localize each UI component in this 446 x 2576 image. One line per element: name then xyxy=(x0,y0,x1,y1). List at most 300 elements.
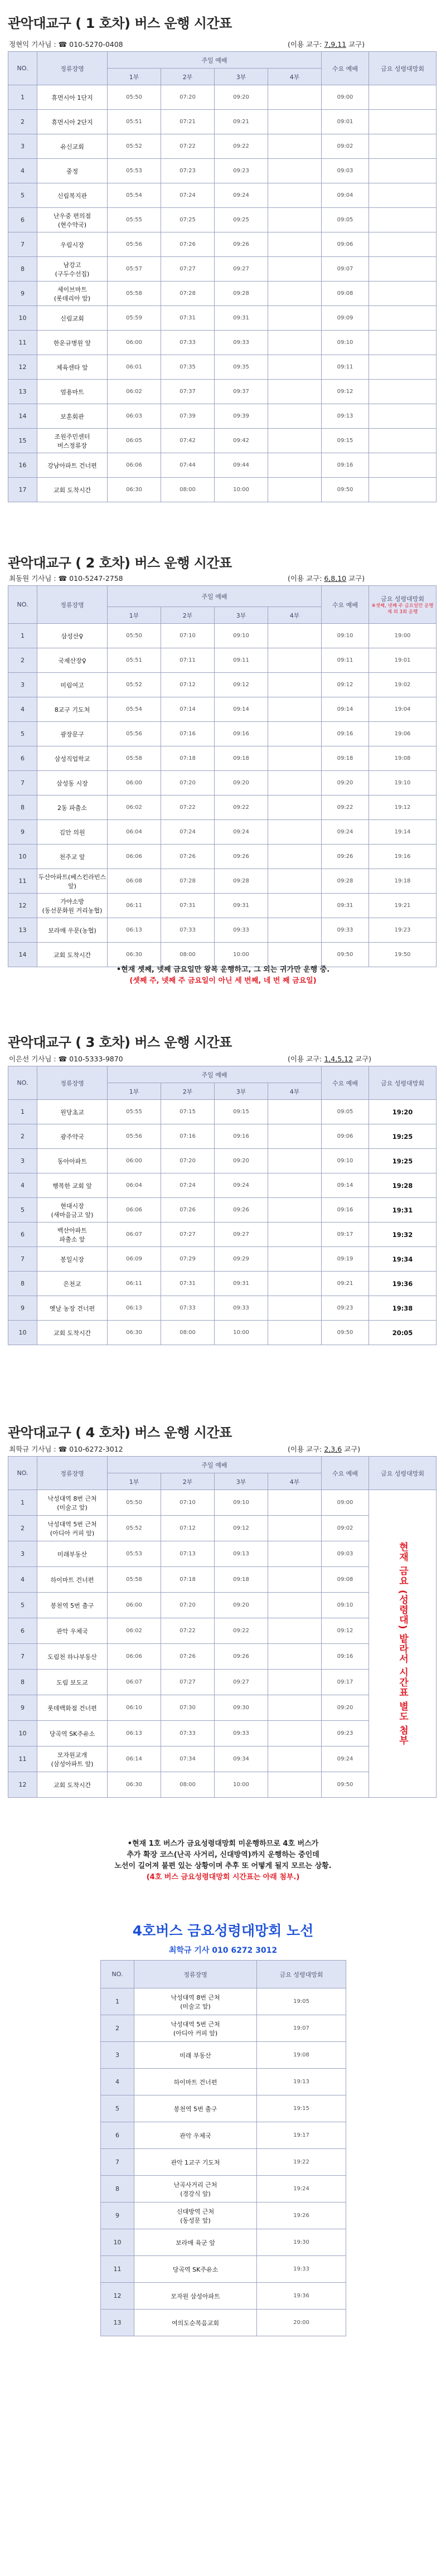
wednesday-time: 09:02 xyxy=(322,1516,369,1541)
service-2-time: 07:33 xyxy=(161,918,215,943)
table-row xyxy=(8,1149,437,1173)
service-3-time: 09:23 xyxy=(215,159,268,183)
bus1-title: 관악대교구 ( 1 호차) 버스 운행 시간표 xyxy=(8,16,232,31)
stop-name: 광장문구 xyxy=(37,722,108,746)
row-number: 5 xyxy=(8,183,37,208)
row-number: 1 xyxy=(8,85,37,110)
friday-time: 19:07 xyxy=(257,2015,346,2042)
friday-time: 19:05 xyxy=(257,1988,346,2015)
service-1-time: 05:55 xyxy=(108,1100,161,1124)
bus2-title: 관악대교구 ( 2 호차) 버스 운행 시간표 xyxy=(8,555,232,571)
bus2-rows xyxy=(8,624,437,967)
header-service-2: 2부 xyxy=(161,1083,215,1100)
service-4-time xyxy=(268,1541,322,1567)
service-3-time: 09:25 xyxy=(215,208,268,232)
row-number: 7 xyxy=(8,232,37,257)
service-3-time: 09:24 xyxy=(215,1173,268,1198)
service-3-time: 09:31 xyxy=(215,306,268,331)
row-number: 8 xyxy=(8,1670,37,1695)
service-3-time: 09:18 xyxy=(215,746,268,771)
period-suffix: 교구) xyxy=(353,1055,372,1063)
stop-name: 교회 도착시간 xyxy=(37,478,108,502)
stop-name: 관악 1교구 기도처 xyxy=(134,2149,257,2176)
wednesday-time: 09:24 xyxy=(322,1747,369,1772)
wednesday-time: 09:21 xyxy=(322,1272,369,1296)
friday-time: 19:10 xyxy=(369,771,437,795)
table-row xyxy=(101,2122,346,2149)
service-4-time xyxy=(268,1644,322,1670)
service-2-time: 07:24 xyxy=(161,1173,215,1198)
bus2-driver: 최동원 기사님 : ☎ 010-5247-2758 xyxy=(9,574,123,583)
stop-name: 8교구 기도처 xyxy=(37,697,108,722)
service-2-time: 07:27 xyxy=(161,257,215,282)
service-1-time: 06:30 xyxy=(108,478,161,502)
row-number: 8 xyxy=(8,795,37,820)
friday-label: 금요 성령대망회 xyxy=(381,595,424,603)
table-row xyxy=(8,183,437,208)
row-number: 7 xyxy=(101,2149,134,2176)
stop-name: 엄용마트 xyxy=(37,380,108,404)
row-number: 7 xyxy=(8,1247,37,1272)
wednesday-time: 09:01 xyxy=(322,110,369,134)
service-3-time: 09:14 xyxy=(215,697,268,722)
service-3-time: 09:24 xyxy=(215,183,268,208)
stop-name: 광주약국 xyxy=(37,1124,108,1149)
wednesday-time: 09:10 xyxy=(322,1149,369,1173)
service-1-time: 05:51 xyxy=(108,110,161,134)
service-2-time: 07:29 xyxy=(161,1247,215,1272)
service-2-time: 07:27 xyxy=(161,1670,215,1695)
stop-name: 가야소방 (동선문화원 거리농협) xyxy=(37,894,108,918)
service-3-time: 09:30 xyxy=(215,1695,268,1721)
table-row xyxy=(8,159,437,183)
service-2-time: 07:31 xyxy=(161,1272,215,1296)
table-row xyxy=(101,2203,346,2229)
row-number: 1 xyxy=(8,1490,37,1516)
table-row xyxy=(101,2069,346,2095)
service-3-time: 09:20 xyxy=(215,85,268,110)
table-row xyxy=(101,2229,346,2256)
service-1-time: 06:09 xyxy=(108,1247,161,1272)
service-2-time: 07:31 xyxy=(161,894,215,918)
service-4-time xyxy=(268,624,322,648)
stop-name: 휴먼시아 1단지 xyxy=(37,85,108,110)
friday-time: 19:01 xyxy=(369,648,437,673)
row-number: 3 xyxy=(8,1149,37,1173)
stop-name: 옛날 농장 건너편 xyxy=(37,1296,108,1321)
service-4-time xyxy=(268,1149,322,1173)
service-2-time: 07:35 xyxy=(161,355,215,380)
friday-time xyxy=(369,183,437,208)
bus2-note xyxy=(0,964,446,987)
table-row xyxy=(8,404,437,429)
table-row xyxy=(101,2256,346,2283)
friday-time: 20:05 xyxy=(369,1321,437,1345)
friday-time: 19:02 xyxy=(369,673,437,697)
service-3-time: 09:26 xyxy=(215,1644,268,1670)
friday-time: 19:08 xyxy=(257,2042,346,2069)
service-3-time: 10:00 xyxy=(215,478,268,502)
period-label: (이용 교구: xyxy=(288,1055,324,1063)
header-service-4: 4부 xyxy=(268,69,322,85)
service-1-time: 05:59 xyxy=(108,306,161,331)
service-2-time: 07:33 xyxy=(161,1296,215,1321)
row-number: 10 xyxy=(8,1321,37,1345)
bus2-table xyxy=(8,585,437,967)
service-2-time: 07:11 xyxy=(161,648,215,673)
row-number: 5 xyxy=(8,1593,37,1618)
stop-name: 두산아파트(베스킨라빈스앞) xyxy=(37,869,108,894)
service-3-time: 09:20 xyxy=(215,771,268,795)
service-4-time xyxy=(268,1321,322,1345)
table-row xyxy=(101,2176,346,2203)
service-1-time: 06:04 xyxy=(108,1173,161,1198)
header-stop: 정류장명 xyxy=(37,52,108,85)
header-sunday: 주일 예배 xyxy=(108,1457,322,1473)
period-suffix: 교구) xyxy=(342,1445,361,1453)
row-number: 2 xyxy=(8,1516,37,1541)
service-4-time xyxy=(268,697,322,722)
wednesday-time: 09:06 xyxy=(322,232,369,257)
stop-name: 삼성동 시장 xyxy=(37,771,108,795)
service-3-time: 09:21 xyxy=(215,110,268,134)
row-number: 2 xyxy=(101,2015,134,2042)
stop-name: 우림시장 xyxy=(37,232,108,257)
header-sunday: 주일 예배 xyxy=(108,586,322,607)
service-4-time xyxy=(268,282,322,306)
friday-time: 19:16 xyxy=(369,845,437,869)
service-3-time: 09:44 xyxy=(215,453,268,478)
bus4-driver: 최학규 기사님 : ☎ 010-6272-3012 xyxy=(9,1445,123,1453)
bus1-driver: 정현익 기사님 : ☎ 010-5270-0408 xyxy=(9,40,123,48)
service-1-time: 05:56 xyxy=(108,722,161,746)
service-2-time: 07:18 xyxy=(161,1567,215,1593)
stop-name: 백산아파트 파출소 앞 xyxy=(37,1222,108,1247)
wednesday-time: 09:07 xyxy=(322,257,369,282)
bus4-note-line2: 추가 확장 코스(난곡 사거리, 신대방역)까지 운행하는 중인데 xyxy=(127,1851,319,1859)
friday-time: 19:32 xyxy=(369,1222,437,1247)
bus3-driver-info xyxy=(9,1054,372,1064)
service-1-time: 05:50 xyxy=(108,85,161,110)
service-3-time: 09:22 xyxy=(215,134,268,159)
service-4-time xyxy=(268,355,322,380)
bus2-period xyxy=(288,573,365,583)
header-friday: 금요 성령대망회 xyxy=(369,52,437,85)
service-4-time xyxy=(268,1124,322,1149)
bus1-table xyxy=(8,51,437,502)
header-service-3: 3부 xyxy=(215,1473,268,1490)
service-1-time: 06:06 xyxy=(108,1644,161,1670)
stop-name: 신림교회 xyxy=(37,306,108,331)
wednesday-time: 09:33 xyxy=(322,918,369,943)
table-row xyxy=(8,1198,437,1222)
row-number: 2 xyxy=(8,648,37,673)
stop-name: 난곡사거리 근처 (경강식 앞) xyxy=(134,2176,257,2203)
service-4-time xyxy=(268,429,322,453)
table-row xyxy=(8,282,437,306)
service-3-time: 09:26 xyxy=(215,845,268,869)
wednesday-time: 09:12 xyxy=(322,1618,369,1644)
friday-time xyxy=(369,232,437,257)
friday-time: 19:12 xyxy=(369,795,437,820)
service-4-time xyxy=(268,159,322,183)
service-2-time: 07:44 xyxy=(161,453,215,478)
service-1-time: 06:13 xyxy=(108,1721,161,1747)
table-row xyxy=(8,746,437,771)
service-2-time: 07:22 xyxy=(161,134,215,159)
stop-name: 국제산장♀ xyxy=(37,648,108,673)
table-row xyxy=(8,478,437,502)
fri4-header-time: 금요 성령대망회 xyxy=(257,1961,346,1988)
service-4-time xyxy=(268,404,322,429)
table-row xyxy=(8,1247,437,1272)
header-sunday: 주일 예배 xyxy=(108,1066,322,1083)
row-number: 4 xyxy=(101,2069,134,2095)
wednesday-time: 09:14 xyxy=(322,1173,369,1198)
wednesday-time: 09:20 xyxy=(322,771,369,795)
service-2-time: 07:23 xyxy=(161,159,215,183)
wednesday-time: 09:06 xyxy=(322,1124,369,1149)
service-1-time: 06:00 xyxy=(108,1593,161,1618)
header-no: NO. xyxy=(8,52,37,85)
service-1-time: 05:54 xyxy=(108,183,161,208)
row-number: 1 xyxy=(8,624,37,648)
service-4-time xyxy=(268,795,322,820)
row-number: 12 xyxy=(101,2283,134,2310)
friday-note-text: 현재 금요 (성령대) 밭라서 시간표 별도 첨부 xyxy=(397,1541,409,1746)
service-2-time: 07:22 xyxy=(161,1618,215,1644)
service-4-time xyxy=(268,1222,322,1247)
service-4-time xyxy=(268,1747,322,1772)
wednesday-time: 09:23 xyxy=(322,1721,369,1747)
stop-name: 보라매 우문(농협) xyxy=(37,918,108,943)
stop-name: 교회 도착시간 xyxy=(37,1772,108,1798)
friday-time: 19:23 xyxy=(369,918,437,943)
service-3-time: 09:26 xyxy=(215,1198,268,1222)
service-2-time: 07:39 xyxy=(161,404,215,429)
service-2-time: 08:00 xyxy=(161,943,215,967)
table-row xyxy=(101,2095,346,2122)
service-4-time xyxy=(268,1247,322,1272)
friday-time xyxy=(369,257,437,282)
stop-name: 보훈회관 xyxy=(37,404,108,429)
service-4-time xyxy=(268,208,322,232)
wednesday-time: 09:12 xyxy=(322,380,369,404)
service-4-time xyxy=(268,746,322,771)
table-row xyxy=(8,134,437,159)
row-number: 4 xyxy=(8,159,37,183)
header-service-4: 4부 xyxy=(268,1473,322,1490)
bus3-period xyxy=(288,1054,371,1064)
row-number: 12 xyxy=(8,355,37,380)
header-sunday: 주일 예배 xyxy=(108,52,322,69)
service-2-time: 07:37 xyxy=(161,380,215,404)
service-4-time xyxy=(268,110,322,134)
service-2-time: 07:16 xyxy=(161,722,215,746)
row-number: 2 xyxy=(8,110,37,134)
service-4-time xyxy=(268,820,322,845)
row-number: 13 xyxy=(101,2310,134,2336)
wednesday-time: 09:31 xyxy=(322,894,369,918)
friday-time: 19:31 xyxy=(369,1198,437,1222)
table-row xyxy=(101,2015,346,2042)
service-2-time: 07:12 xyxy=(161,673,215,697)
table-row xyxy=(101,2310,346,2336)
service-1-time: 06:06 xyxy=(108,453,161,478)
wednesday-time: 09:50 xyxy=(322,478,369,502)
friday-note: ※셋째, 넷째 주 금요일만 운행 제 외 3회 운행 xyxy=(371,603,434,615)
service-1-time: 06:14 xyxy=(108,1747,161,1772)
stop-name: 난우중 편의점 (현수약국) xyxy=(37,208,108,232)
friday-time xyxy=(369,159,437,183)
wednesday-time: 09:17 xyxy=(322,1670,369,1695)
service-2-time: 07:13 xyxy=(161,1541,215,1567)
wednesday-time: 09:03 xyxy=(322,1541,369,1567)
service-1-time: 05:56 xyxy=(108,232,161,257)
row-number: 8 xyxy=(8,257,37,282)
stop-name: 유신교회 xyxy=(37,134,108,159)
friday-time: 19:06 xyxy=(369,722,437,746)
friday-time: 19:38 xyxy=(369,1296,437,1321)
row-number: 4 xyxy=(8,1173,37,1198)
friday-time: 19:15 xyxy=(257,2095,346,2122)
friday-time: 19:13 xyxy=(257,2069,346,2095)
service-2-time: 08:00 xyxy=(161,478,215,502)
period-label: (이용 교구: xyxy=(288,40,324,48)
service-4-time xyxy=(268,1593,322,1618)
service-3-time: 10:00 xyxy=(215,1321,268,1345)
row-number: 17 xyxy=(8,478,37,502)
service-1-time: 06:30 xyxy=(108,943,161,967)
friday-time: 19:18 xyxy=(369,869,437,894)
friday-time xyxy=(369,208,437,232)
header-friday: 금요 성령대망회 xyxy=(369,1457,437,1490)
service-3-time: 09:11 xyxy=(215,648,268,673)
service-1-time: 06:00 xyxy=(108,331,161,355)
friday-time: 19:28 xyxy=(369,1173,437,1198)
table-row xyxy=(8,110,437,134)
row-number: 9 xyxy=(8,1695,37,1721)
bus3-rows xyxy=(8,1100,437,1345)
service-3-time: 09:16 xyxy=(215,1124,268,1149)
table-row xyxy=(8,894,437,918)
stop-name: 낙성대역 8번 근처 (미술고 앞) xyxy=(37,1490,108,1516)
service-3-time: 09:16 xyxy=(215,722,268,746)
period-value: 6,8,10 xyxy=(324,574,347,583)
stop-name: 봉천역 5번 출구 xyxy=(37,1593,108,1618)
service-3-time: 09:27 xyxy=(215,257,268,282)
stop-name: 조원주민센터 버스정류장 xyxy=(37,429,108,453)
service-1-time: 06:06 xyxy=(108,1198,161,1222)
table-row xyxy=(8,208,437,232)
table-row xyxy=(8,331,437,355)
service-3-time: 09:33 xyxy=(215,1296,268,1321)
row-number: 13 xyxy=(8,918,37,943)
header-service-2: 2부 xyxy=(161,1473,215,1490)
stop-name: 체육센타 앞 xyxy=(37,355,108,380)
table-row xyxy=(8,820,437,845)
stop-name: 미래 부동산 xyxy=(134,2042,257,2069)
service-1-time: 06:00 xyxy=(108,771,161,795)
header-service-3: 3부 xyxy=(215,607,268,624)
wednesday-time: 09:20 xyxy=(322,1695,369,1721)
service-4-time xyxy=(268,1695,322,1721)
service-1-time: 06:02 xyxy=(108,795,161,820)
service-3-time: 09:18 xyxy=(215,1567,268,1593)
friday-time xyxy=(369,282,437,306)
service-2-time: 07:12 xyxy=(161,1516,215,1541)
table-row xyxy=(8,1490,437,1516)
service-2-time: 07:25 xyxy=(161,208,215,232)
wednesday-time: 09:04 xyxy=(322,183,369,208)
service-1-time: 06:02 xyxy=(108,380,161,404)
service-3-time: 09:33 xyxy=(215,331,268,355)
service-4-time xyxy=(268,1516,322,1541)
row-number: 9 xyxy=(8,1296,37,1321)
row-number: 16 xyxy=(8,453,37,478)
stop-name: 신림복지관 xyxy=(37,183,108,208)
service-2-time: 07:16 xyxy=(161,1124,215,1149)
stop-name: 휴먼시아 2단지 xyxy=(37,110,108,134)
service-2-time: 07:20 xyxy=(161,771,215,795)
table-row xyxy=(8,869,437,894)
service-3-time: 09:27 xyxy=(215,1222,268,1247)
bus2-driver-info xyxy=(9,573,365,583)
header-service-1: 1부 xyxy=(108,1083,161,1100)
stop-name: 도림천 하나부동산 xyxy=(37,1644,108,1670)
wednesday-time: 09:10 xyxy=(322,331,369,355)
friday-time: 19:36 xyxy=(257,2283,346,2310)
bus4-note-line1: •현재 1호 버스가 금요성령대망회 미운행하므로 4호 버스가 xyxy=(127,1840,319,1848)
stop-name: 낙성대역 5번 근처 (아디아 커피 앞) xyxy=(134,2015,257,2042)
fri4-table xyxy=(100,1960,346,2336)
stop-name: 동아아파트 xyxy=(37,1149,108,1173)
service-1-time: 05:52 xyxy=(108,134,161,159)
stop-name: 은천교 xyxy=(37,1272,108,1296)
friday-vertical-note xyxy=(369,1490,437,1798)
service-1-time: 06:07 xyxy=(108,1670,161,1695)
service-1-time: 06:01 xyxy=(108,355,161,380)
stop-name: 교회 도착시간 xyxy=(37,943,108,967)
stop-name: 관악 우체국 xyxy=(37,1618,108,1644)
row-number: 6 xyxy=(8,1618,37,1644)
service-3-time: 09:10 xyxy=(215,1490,268,1516)
period-value: 1,4,5,12 xyxy=(324,1055,353,1063)
service-4-time xyxy=(268,1567,322,1593)
header-service-1: 1부 xyxy=(108,69,161,85)
friday-time: 19:08 xyxy=(369,746,437,771)
service-2-time: 08:00 xyxy=(161,1772,215,1798)
service-1-time: 06:02 xyxy=(108,1618,161,1644)
wednesday-time: 09:09 xyxy=(322,306,369,331)
service-4-time xyxy=(268,1173,322,1198)
service-3-time: 09:22 xyxy=(215,1618,268,1644)
friday-time: 19:30 xyxy=(257,2229,346,2256)
service-1-time: 06:06 xyxy=(108,845,161,869)
friday-time: 19:20 xyxy=(369,1100,437,1124)
row-number: 7 xyxy=(8,771,37,795)
service-2-time: 07:26 xyxy=(161,845,215,869)
period-value: 2,3,6 xyxy=(324,1445,342,1453)
bus1-rows xyxy=(8,85,437,502)
table-row xyxy=(8,795,437,820)
stop-name: 관악 우체국 xyxy=(134,2122,257,2149)
header-service-1: 1부 xyxy=(108,607,161,624)
header-no: NO. xyxy=(8,586,37,624)
bus4-note-line3: 노선이 길어져 불편 있는 상황이며 추후 또 어떻게 될지 모르는 상황. xyxy=(114,1862,332,1870)
row-number: 10 xyxy=(8,1721,37,1747)
table-row xyxy=(8,429,437,453)
